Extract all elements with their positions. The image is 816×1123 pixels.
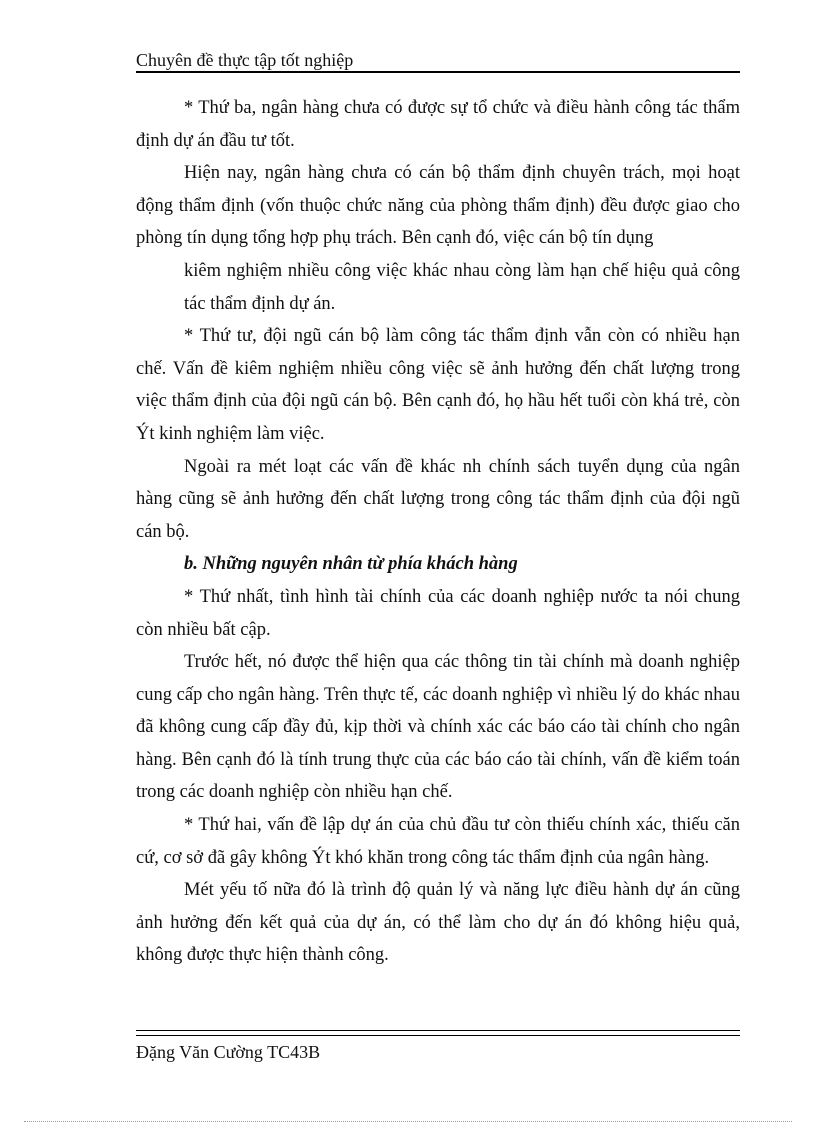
paragraph: * Thứ ba, ngân hàng chưa có được sự tổ chức và điều hành công tác thẩm định dự án đầu tư tốt.	[136, 98, 740, 151]
section-heading: b. Những nguyên nhân từ phía khách hàng	[184, 554, 518, 575]
footer-rule	[136, 1030, 740, 1031]
paragraph: Trước hết, nó được thể hiện qua các thông tin tài chính mà doanh nghiệp cung cấp cho ngân hàng. Trên thực tế, các doanh nghiệp vì nhiều lý do khác nhau đã không cung cấp đầy đủ, kịp thời và chính xác các báo cáo tài chính cho ngân hàng. Bên cạnh đó là tính trung thực của các báo cáo tài chính, vấn đề kiểm toán trong các doanh nghiệp còn nhiều hạn chế.	[136, 652, 740, 803]
body-text	[136, 92, 740, 972]
paragraph: kiêm nghiệm nhiều công việc khác nhau còng làm hạn chế hiệu quả công tác thẩm định dự án.	[184, 260, 740, 314]
page-boundary	[24, 1121, 792, 1122]
paragraph: Mét yếu tố nữa đó là trình độ quản lý và năng lực điều hành dự án cũng ảnh hưởng đến kết quả của dự án, có thể làm cho dự án đó không hiệu quả, không được thực hiện thành công.	[136, 880, 740, 966]
running-footer: Đặng Văn Cường TC43B	[136, 1042, 321, 1062]
paragraph: Hiện nay, ngân hàng chưa có cán bộ thẩm định chuyên trách, mọi hoạt động thẩm định (vốn thuộc chức năng của phòng thẩm định) đều được giao cho phòng tín dụng tổng hợp phụ trách. Bên cạnh đó, việc cán bộ tín dụng	[136, 163, 740, 249]
header-rule	[136, 71, 740, 73]
paragraph: * Thứ tư, đội ngũ cán bộ làm công tác thẩm định vẫn còn có nhiều hạn chế. Vấn đề kiêm nghiệm nhiều công việc sẽ ảnh hưởng đến chất lượng trong việc thẩm định của đội ngũ cán bộ. Bên cạnh đó, họ hầu hết tuổi còn khá trẻ, còn Ýt kinh nghiệm làm việc.	[136, 326, 740, 444]
paragraph: * Thứ nhất, tình hình tài chính của các doanh nghiệp nước ta nói chung còn nhiều bất cập.	[136, 586, 740, 640]
running-header: Chuyên đề thực tập tốt nghiệp	[136, 50, 354, 70]
paragraph: Ngoài ra mét loạt các vấn đề khác nh chính sách tuyển dụng của ngân hàng cũng sẽ ảnh hưởng đến chất lượng trong công tác thẩm định của đội ngũ cán bộ.	[136, 456, 740, 542]
footer-rule	[136, 1035, 740, 1036]
paragraph: * Thứ hai, vấn đề lập dự án của chủ đầu tư còn thiếu chính xác, thiếu căn cứ, cơ sở đã gây không Ýt khó khăn trong công tác thẩm định của ngân hàng.	[136, 815, 740, 868]
